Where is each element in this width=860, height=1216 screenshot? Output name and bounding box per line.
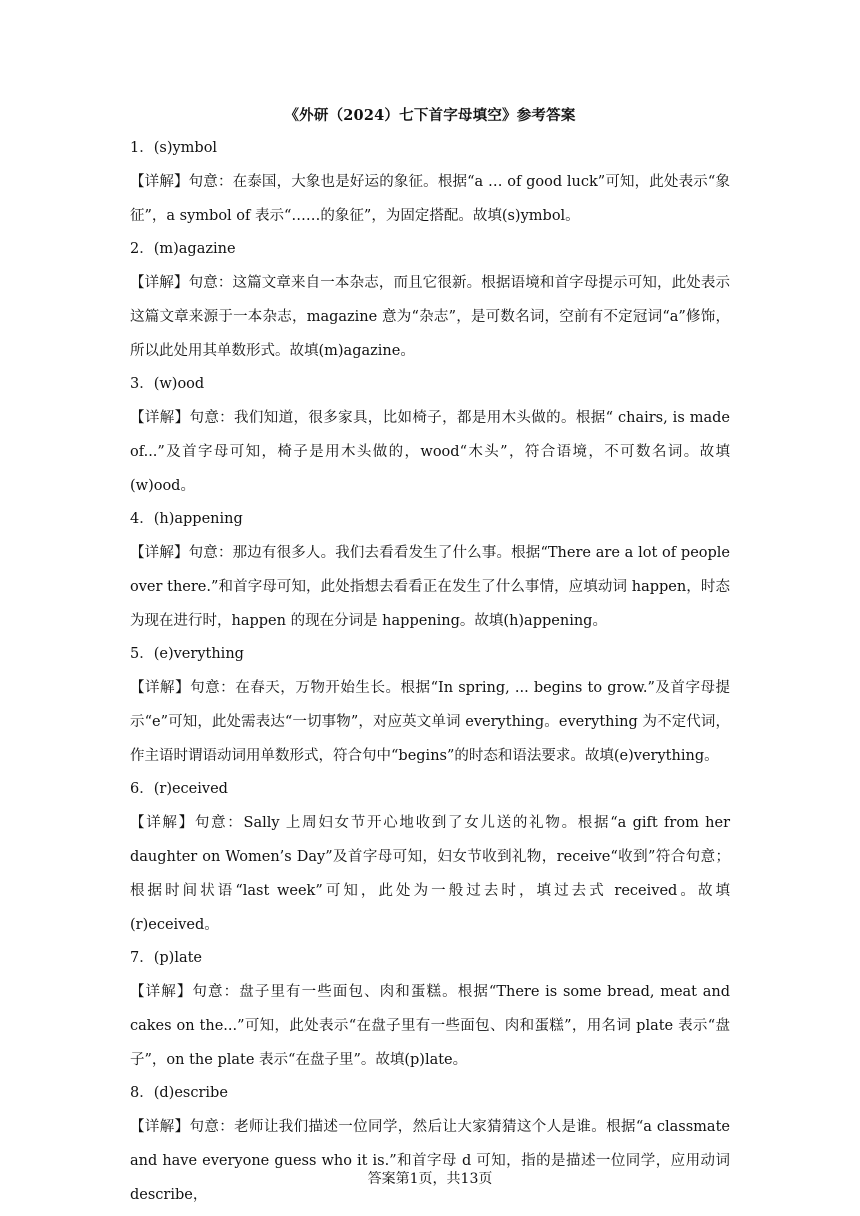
answer-item: [130, 1077, 730, 1212]
explanation-text: 句意：这篇文章来自一本杂志，而且它很新。根据语境和首字母提示可知，此处表示这篇文章来源于一本杂志，magazine 意为“杂志”，是可数名词，空前有不定冠词“a”修饰，所以此处用其单数形式。故填(m)agazine。: [130, 275, 731, 359]
answer-number: 8．(d)escribe: [130, 1085, 228, 1101]
answer-explanation: [130, 536, 730, 638]
answer-number: 1．(s)ymbol: [130, 140, 218, 156]
explanation-text: 句意：在泰国，大象也是好运的象征。根据“a … of good luck”可知，此处表示“象征”，a symbol of 表示“……的象征”，为固定搭配。故填(s)ymbol。: [130, 174, 731, 224]
explanation-tag: 【详解】: [130, 815, 195, 831]
explanation-tag: 【详解】: [130, 545, 189, 561]
answer-number: 4．(h)appening: [130, 511, 243, 527]
page-footer: 答案第1页，共13页: [367, 1171, 493, 1187]
answer-explanation: [130, 671, 730, 773]
explanation-tag: 【详解】: [130, 680, 191, 696]
answer-explanation: [130, 1110, 730, 1212]
answer-item: [130, 132, 730, 233]
explanation-tag: 【详解】: [130, 1119, 190, 1135]
answer-explanation: [130, 975, 730, 1077]
explanation-text: 句意：Sally 上周妇女节开心地收到了女儿送的礼物。根据“a gift from her daughter on Women’s Day”及首字母可知，妇女节收到礼物，receive“收到”符合句意；根据时间状语“last week”可知，此处为一般过去时，填过去式 received。故填(r)eceived。: [130, 815, 731, 933]
answer-item: [130, 368, 730, 503]
answer-explanation: [130, 401, 730, 503]
answer-item: [130, 773, 730, 942]
answer-number: 2．(m)agazine: [130, 241, 236, 257]
answer-item: [130, 942, 730, 1077]
answer-list: [130, 132, 730, 1212]
answer-item: [130, 233, 730, 368]
answer-item: [130, 503, 730, 638]
explanation-tag: 【详解】: [130, 410, 190, 426]
answer-number: 7．(p)late: [130, 950, 203, 966]
explanation-tag: 【详解】: [130, 275, 189, 291]
explanation-text: 句意：我们知道，很多家具，比如椅子，都是用木头做的。根据“ chairs, is made of...”及首字母可知，椅子是用木头做的，wood“木头”，符合语境，不可数名词。故填(w)ood。: [130, 410, 730, 494]
explanation-text: 句意：盘子里有一些面包、肉和蛋糕。根据“There is some bread, meat and cakes on the...”可知，此处表示“在盘子里有一些面包、肉和蛋糕”，用名词 plate 表示“盘子”，on the plate 表示“在盘子里”。故填(p)late。: [130, 984, 730, 1068]
explanation-tag: 【详解】: [130, 174, 189, 190]
answer-explanation: [130, 266, 730, 368]
explanation-tag: 【详解】: [130, 984, 193, 1000]
explanation-text: 句意：那边有很多人。我们去看看发生了什么事。根据“There are a lot of people over there.”和首字母可知，此处指想去看看正在发生了什么事情，应填动词 happen，时态为现在进行时，happen 的现在分词是 happening。故填(h)appening。: [130, 545, 730, 629]
answer-explanation: [130, 165, 730, 233]
answer-number: 6．(r)eceived: [130, 781, 228, 797]
explanation-text: 句意：老师让我们描述一位同学，然后让大家猜猜这个人是谁。根据“a classmate and have everyone guess who it is.”和首字母 d 可知，指的是描述一位同学，应用动词 describe，: [130, 1119, 730, 1203]
answer-number: 3．(w)ood: [130, 376, 205, 392]
page-title: 《外研（2024）七下首字母填空》参考答案: [284, 107, 576, 124]
answer-number: 5．(e)verything: [130, 646, 244, 662]
answer-explanation: [130, 806, 730, 942]
answer-item: [130, 638, 730, 773]
explanation-text: 句意：在春天，万物开始生长。根据“In spring, ... begins to grow.”及首字母提示“e”可知，此处需表达“一切事物”，对应英文单词 everything。everything 为不定代词，作主语时谓语动词用单数形式，符合句中“begins”的时态和语法要求。故填(e)verything。: [130, 680, 731, 764]
